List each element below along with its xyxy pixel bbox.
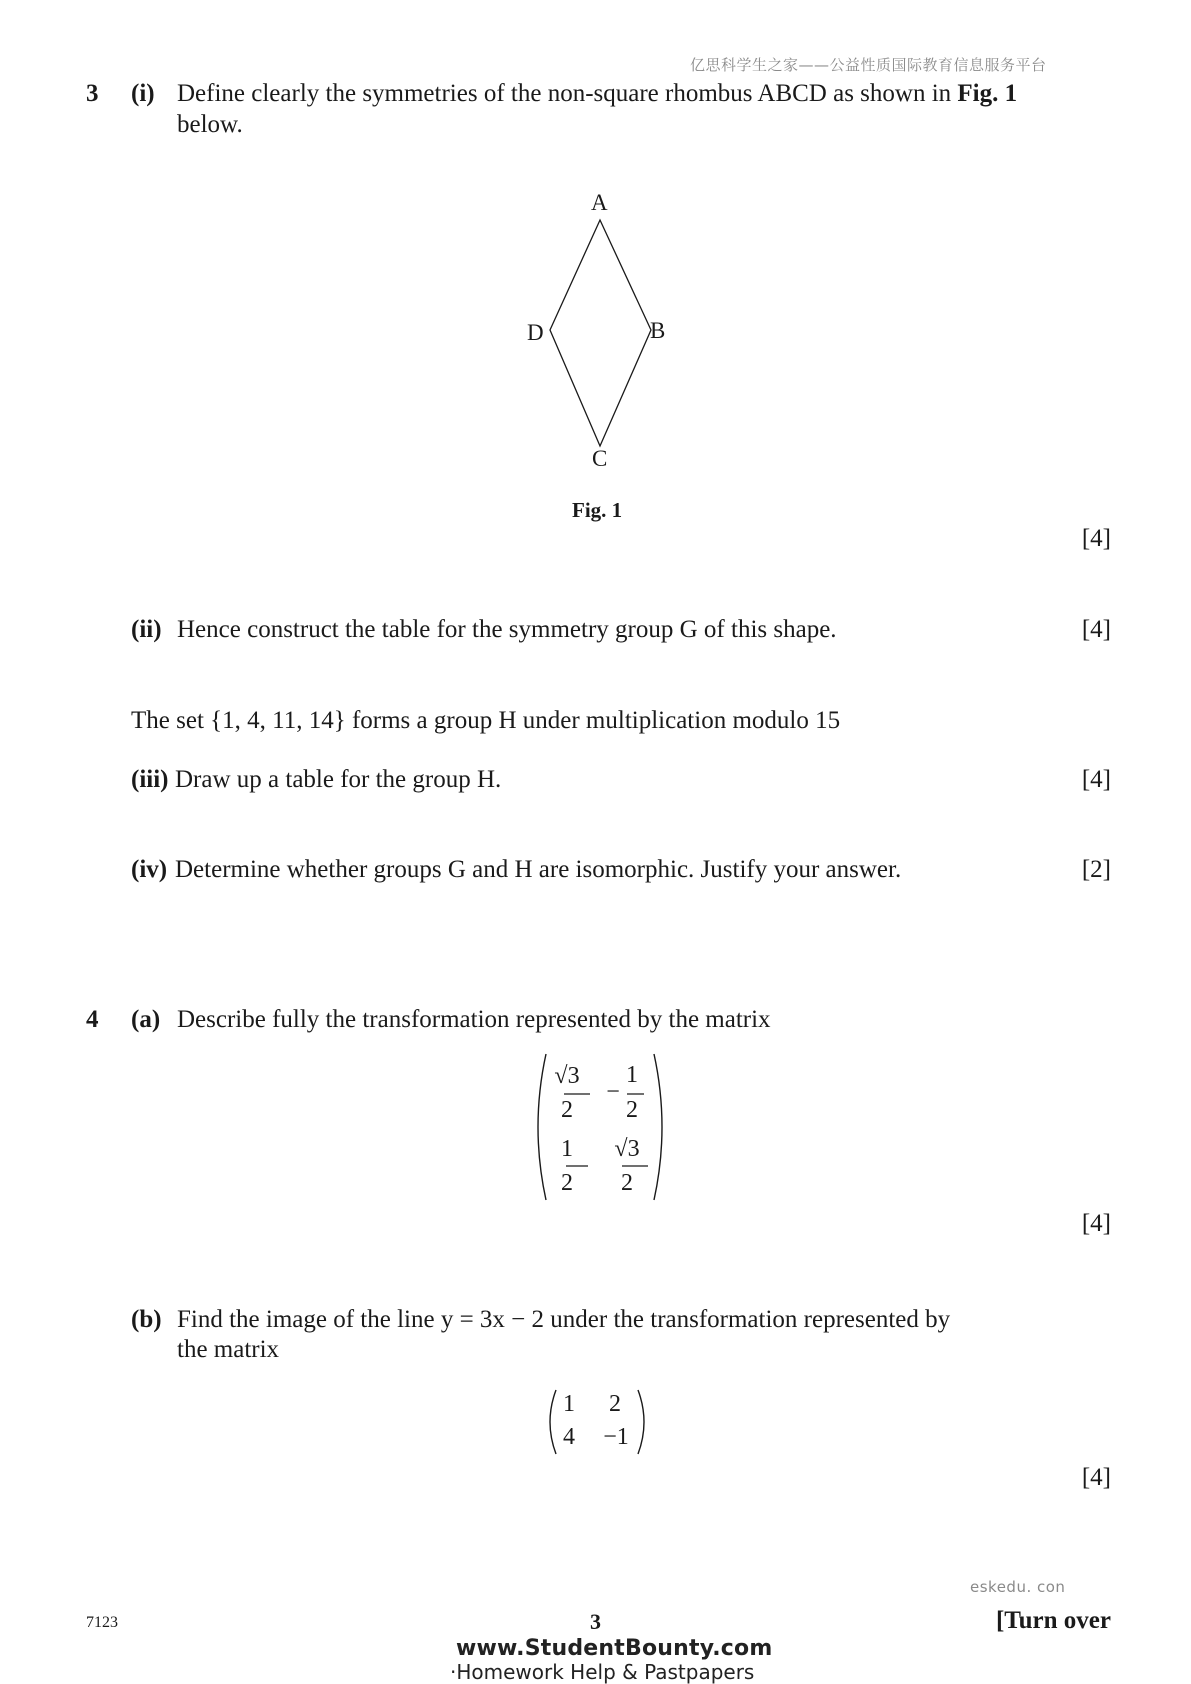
rotation-matrix-brackets bbox=[530, 1050, 670, 1205]
q3-part-iii-label: (iii) bbox=[131, 766, 169, 793]
matrix-a-r1c2-numerator: 1 bbox=[626, 1062, 638, 1088]
q3-part-iii-text: Draw up a table for the group H. bbox=[175, 766, 502, 793]
q3-part-i-text-line2: below. bbox=[177, 111, 243, 138]
q3-part-iv-label: (iv) bbox=[131, 856, 168, 883]
matrix-b-r1c1: 1 bbox=[563, 1391, 575, 1417]
q4-part-b-label: (b) bbox=[131, 1306, 162, 1333]
question-4-number: 4 bbox=[86, 1006, 99, 1033]
q3-part-i-marks: [4] bbox=[1081, 525, 1111, 552]
question-3-number: 3 bbox=[86, 80, 99, 107]
q3-part-ii-text: Hence construct the table for the symmetry group G of this shape. bbox=[177, 616, 837, 643]
matrix-a-r1c2-sign: − bbox=[606, 1079, 620, 1105]
figure-caption: Fig. 1 bbox=[572, 498, 623, 522]
header-watermark: 亿思科学生之家——公益性质国际教育信息服务平台 bbox=[690, 56, 1047, 74]
matrix-a-r1c2-denominator: 2 bbox=[626, 1097, 638, 1123]
turn-over-label: [Turn over bbox=[995, 1607, 1111, 1634]
q3-part-iv-text: Determine whether groups G and H are isomorphic. Justify your answer. bbox=[175, 856, 902, 883]
matrix-a-r1c1-denominator: 2 bbox=[561, 1097, 573, 1123]
matrix-b-r2c2: −1 bbox=[603, 1424, 629, 1450]
q3-part-iii-marks: [4] bbox=[1081, 766, 1111, 793]
matrix-b-r1c2: 2 bbox=[609, 1391, 621, 1417]
matrix-a-r2c2-denominator: 2 bbox=[621, 1170, 633, 1196]
matrix-a-r2c2-numerator: √3 bbox=[614, 1136, 640, 1162]
vertex-label-d: D bbox=[527, 320, 544, 345]
vertex-label-a: A bbox=[591, 190, 608, 215]
matrix-a-r1c1-numerator: √3 bbox=[554, 1063, 580, 1089]
q3-part-i-text: Define clearly the symmetries of the non-square rhombus ABCD as shown in bbox=[177, 80, 958, 107]
vertex-label-b: B bbox=[650, 318, 666, 343]
studentbounty-url[interactable]: www.StudentBounty.com bbox=[456, 1636, 773, 1661]
q4-part-a-label: (a) bbox=[131, 1006, 161, 1033]
q3-part-ii-label: (ii) bbox=[131, 616, 162, 643]
q4-part-b-text-line2: the matrix bbox=[177, 1336, 280, 1363]
q3-part-i-label: (i) bbox=[131, 80, 155, 107]
matrix-a-r2c1-denominator: 2 bbox=[561, 1170, 573, 1196]
matrix-a-r2c1-numerator: 1 bbox=[561, 1136, 573, 1162]
q3-set-statement: The set {1, 4, 11, 14} forms a group H under multiplication modulo 15 bbox=[131, 707, 841, 734]
vertex-label-c: C bbox=[592, 446, 608, 471]
q3-part-ii-marks: [4] bbox=[1081, 616, 1111, 643]
studentbounty-tagline: ·Homework Help & Pastpapers bbox=[450, 1660, 755, 1684]
rhombus-shape bbox=[550, 220, 651, 446]
q4-part-b-marks: [4] bbox=[1081, 1464, 1111, 1491]
page-number: 3 bbox=[590, 1609, 601, 1634]
eskedu-watermark: eskedu. con bbox=[970, 1578, 1066, 1596]
q3-part-iv-marks: [2] bbox=[1081, 856, 1111, 883]
q3-fig-ref: Fig. 1 bbox=[957, 80, 1018, 107]
paper-code: 7123 bbox=[86, 1614, 118, 1631]
matrix-b-r2c1: 4 bbox=[563, 1424, 575, 1450]
q4-part-b-text-line1: Find the image of the line y = 3x − 2 under the transformation represented by bbox=[177, 1306, 951, 1333]
q4-part-a-text: Describe fully the transformation represented by the matrix bbox=[177, 1006, 771, 1033]
q4-part-a-marks: [4] bbox=[1081, 1210, 1111, 1237]
q3-part-i-text-line1 bbox=[177, 80, 1017, 108]
